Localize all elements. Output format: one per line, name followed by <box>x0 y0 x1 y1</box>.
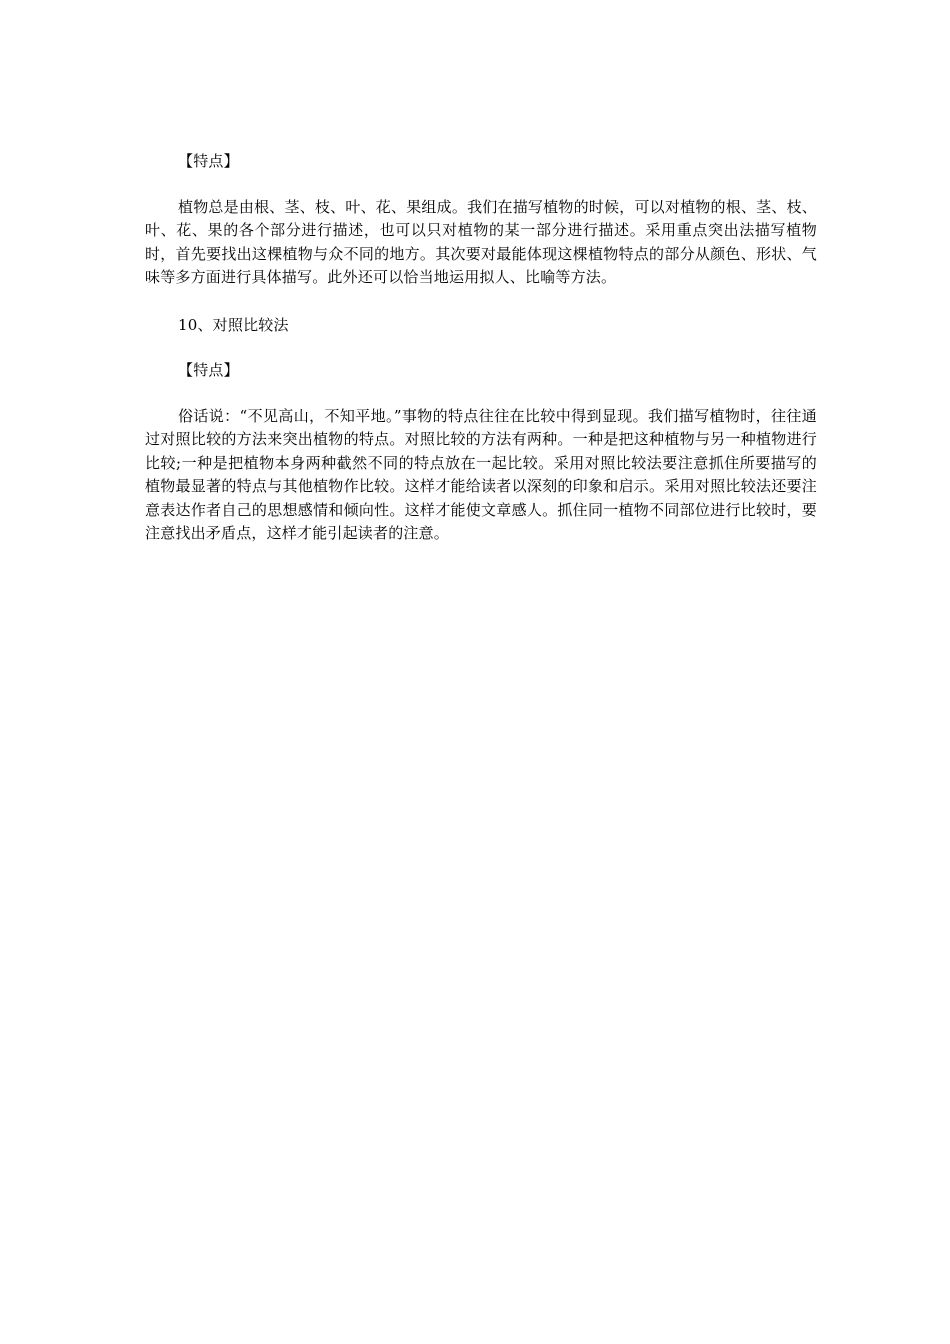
paragraph-plant-structure: 植物总是由根、茎、枝、叶、花、果组成。我们在描写植物的时候，可以对植物的根、茎、枝、叶、花、果的各个部分进行描述，也可以只对植物的某一部分进行描述。采用重点突出法描写植物时，首先要找出这棵植物与众不同的地方。其次要对最能体现这棵植物特点的部分从颜色、形状、气味等多方面进行具体描写。此外还可以恰当地运用拟人、比喻等方法。 <box>145 197 817 286</box>
section-heading-features-2: 【特点】 <box>178 361 239 379</box>
paragraph-comparison-method: 俗话说：“不见高山，不知平地。”事物的特点往往在比较中得到显现。我们描写植物时，往往通过对照比较的方法来突出植物的特点。对照比较的方法有两种。一种是把这种植物与另一种植物进行比较;一种是把植物本身两种截然不同的特点放在一起比较。采用对照比较法要注意抓住所要描写的植物最显著的特点与其他植物作比较。这样才能给读者以深刻的印象和启示。采用对照比较法还要注意表达作者自己的思想感情和倾向性。这样才能使文章感人。抓住同一植物不同部位进行比较时，要注意找出矛盾点，这样才能引起读者的注意。 <box>145 406 817 542</box>
document-page <box>145 150 817 546</box>
section-heading-features-1: 【特点】 <box>178 152 239 170</box>
section-heading-comparison-method: 10、对照比较法 <box>178 315 289 334</box>
